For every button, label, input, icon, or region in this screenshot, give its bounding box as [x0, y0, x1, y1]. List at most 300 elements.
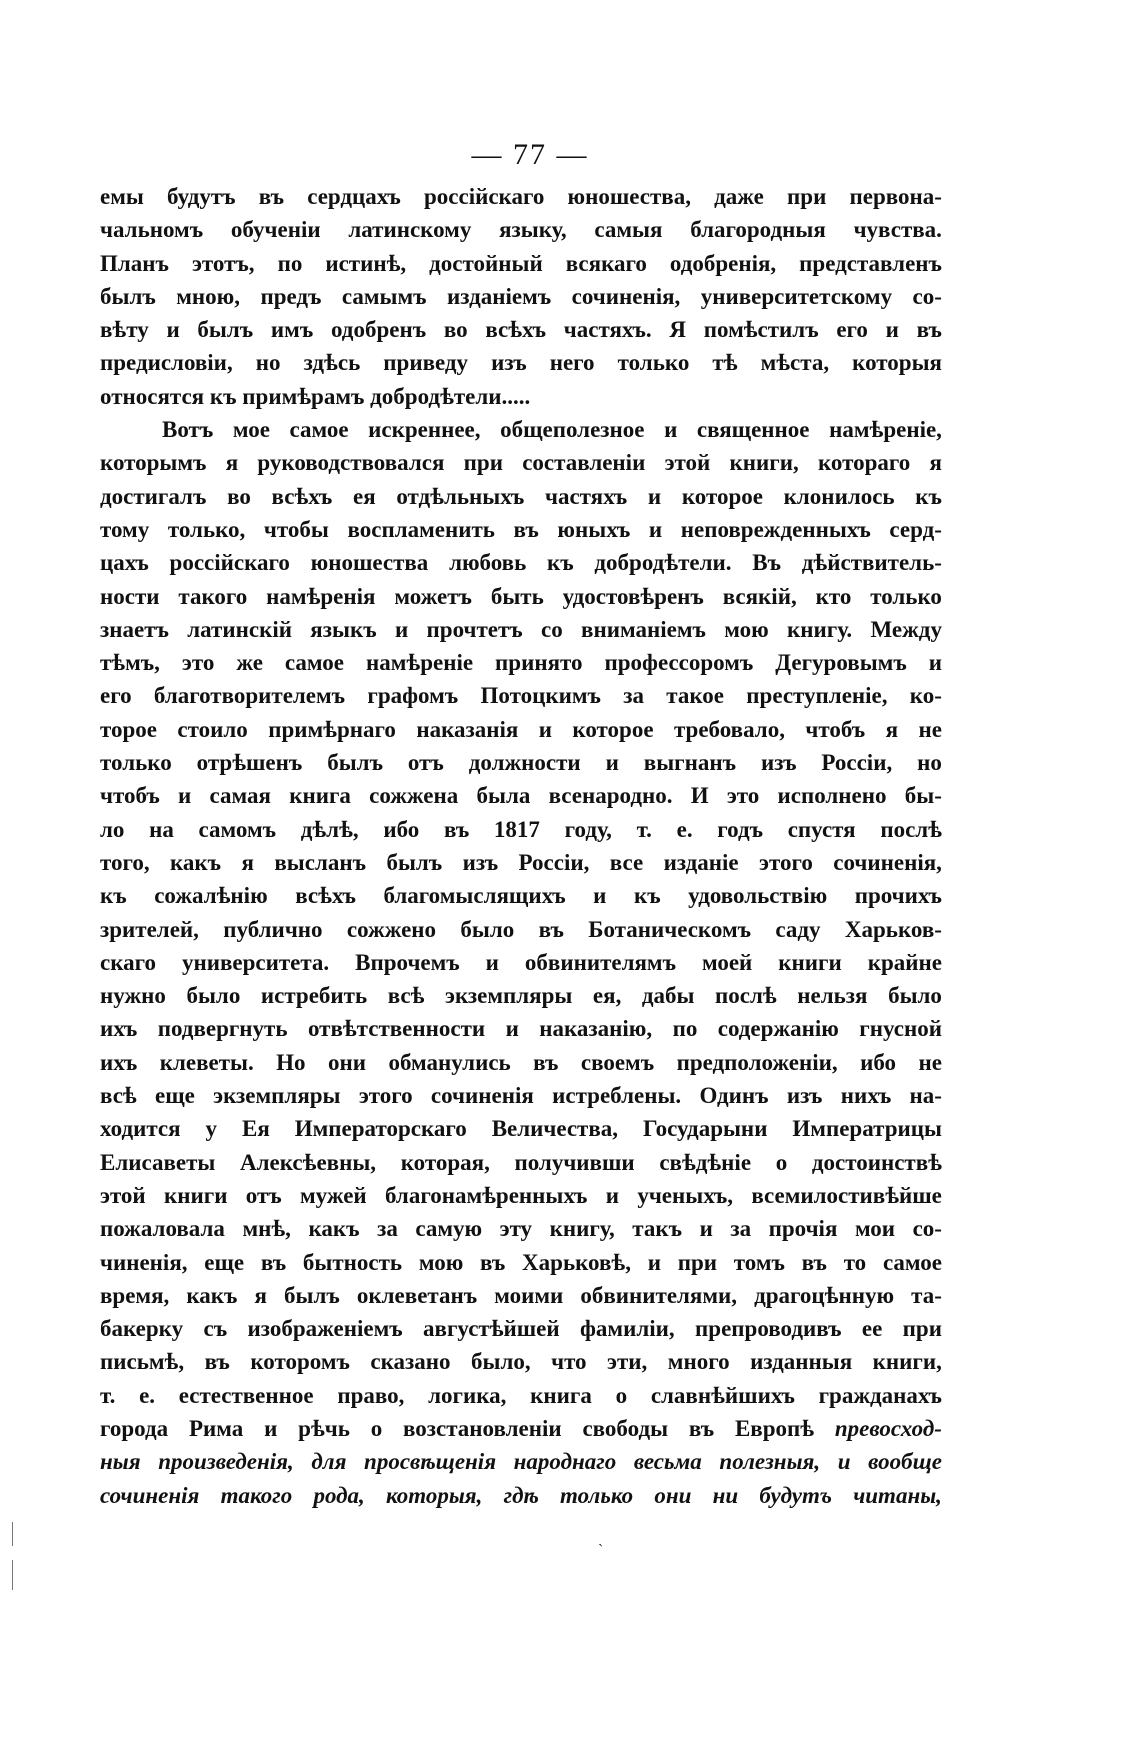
word: книги, — [872, 1349, 942, 1375]
word: должности — [468, 750, 581, 776]
word: зрителей, — [100, 916, 199, 942]
word: предъ — [260, 283, 322, 309]
word: былъ — [284, 1282, 340, 1308]
word: сочиненія — [100, 1482, 200, 1508]
word: только, — [167, 516, 246, 542]
text-line — [100, 413, 942, 446]
word: за — [377, 1216, 398, 1242]
text-line — [100, 546, 942, 579]
word: которое — [681, 483, 763, 509]
word: со- — [912, 1216, 942, 1242]
word: И — [690, 783, 709, 809]
text-line — [100, 1012, 942, 1045]
word: достигалъ — [100, 483, 207, 509]
word: обвинителями, — [580, 1282, 738, 1308]
line-text: относятся къ примѣрамъ добродѣтели..... — [100, 383, 531, 409]
word: самомъ — [198, 816, 277, 842]
text-line — [100, 280, 942, 313]
word: самое — [289, 417, 349, 443]
word: было — [888, 983, 942, 1009]
word: Но — [276, 1049, 306, 1075]
word: отвѣтственности — [307, 1016, 486, 1042]
text-line — [100, 1279, 942, 1312]
word: августѣйшей — [423, 1316, 560, 1342]
word: будутъ — [759, 1482, 832, 1508]
word: россійскаго — [424, 184, 545, 209]
word: они — [654, 1482, 692, 1508]
text-line — [100, 613, 942, 646]
word: ности — [100, 583, 160, 609]
word: была — [476, 783, 531, 809]
word: священное — [696, 417, 810, 443]
text-line — [100, 1379, 942, 1412]
word: по — [277, 250, 303, 276]
word: только — [617, 350, 690, 376]
word: сожжено — [346, 916, 437, 942]
text-line — [100, 646, 942, 679]
text-line — [100, 513, 942, 546]
word: воспламенить — [347, 516, 495, 542]
word: прочія — [768, 1216, 838, 1242]
word: сочиненія, — [833, 849, 942, 875]
word: книги — [164, 1182, 228, 1208]
word: книгу. — [787, 616, 853, 642]
word: со- — [912, 283, 942, 309]
word: съ — [203, 1316, 228, 1342]
word: мое — [232, 417, 270, 443]
word: не — [918, 716, 942, 742]
word: серд- — [889, 516, 942, 542]
word: рода, — [313, 1482, 365, 1508]
word: намѣреніе, — [829, 417, 942, 443]
word: латинскому — [348, 217, 472, 243]
word: но — [255, 350, 281, 376]
word: ея, — [592, 983, 622, 1009]
word: можетъ — [394, 583, 472, 609]
word: всенародно. — [548, 783, 673, 809]
word: наказанія — [416, 716, 519, 742]
word: право, — [337, 1382, 405, 1408]
word: не — [918, 1049, 942, 1075]
word: примѣрнаго — [268, 716, 396, 742]
word: общеполезное — [500, 417, 645, 443]
word: цахъ — [100, 550, 149, 576]
word: публично — [223, 916, 323, 942]
word: славнѣйшихъ — [650, 1382, 795, 1408]
word: послѣ — [880, 816, 942, 842]
word: самую — [415, 1216, 483, 1242]
word: Елисаветы — [100, 1149, 216, 1175]
word: Я — [669, 317, 687, 343]
word: моими — [494, 1282, 564, 1308]
word: въ — [443, 816, 470, 842]
word: прочихъ — [854, 883, 942, 909]
word: этого — [358, 1083, 413, 1109]
word: т. — [100, 1382, 116, 1408]
word: еще — [155, 1083, 195, 1109]
word: сожжена — [369, 783, 459, 809]
word: предисловіи, — [100, 350, 233, 376]
word: гражданахъ — [818, 1382, 942, 1408]
word: сказано — [370, 1349, 451, 1375]
word: стоило — [177, 716, 248, 742]
word: истреблены. — [552, 1083, 682, 1109]
word: о — [775, 1149, 788, 1175]
word: возстановленіи — [403, 1415, 562, 1441]
word: фамиліи, — [580, 1316, 675, 1342]
word: полезныя, — [719, 1449, 821, 1475]
word: изъ — [491, 350, 527, 376]
word: самое — [882, 1249, 942, 1275]
word: на- — [909, 1083, 942, 1109]
word: къ — [915, 483, 942, 509]
word: кто — [815, 583, 852, 609]
word: былъ — [327, 750, 383, 776]
word: изъ — [786, 1083, 823, 1109]
word: то — [843, 1249, 867, 1275]
word: тому — [100, 516, 150, 542]
word: исполнено — [777, 783, 887, 809]
word: такое — [666, 683, 724, 709]
word: логика, — [428, 1382, 507, 1408]
word: нихъ — [840, 1083, 892, 1109]
word: ходится — [100, 1116, 181, 1142]
word: намѣреніе — [365, 650, 474, 676]
word: которая, — [400, 1149, 490, 1175]
word: которомъ — [250, 1349, 350, 1375]
word: и — [394, 616, 409, 642]
word: отдѣльныхъ — [396, 483, 525, 509]
word: и — [605, 1182, 619, 1208]
word: наказанію, — [539, 1016, 653, 1042]
word: во — [227, 483, 251, 509]
word: при — [677, 1249, 718, 1275]
word: ея — [352, 483, 376, 509]
word: помѣстилъ — [703, 317, 819, 343]
word: языкъ — [310, 616, 377, 642]
word: бытность — [302, 1249, 403, 1275]
word: моей — [701, 949, 753, 975]
word: такого — [220, 1482, 293, 1508]
word: получивши — [514, 1149, 635, 1175]
word: было — [460, 916, 515, 942]
word: всѣхъ — [295, 883, 356, 909]
word: отъ — [245, 1182, 282, 1208]
word: чиненія, — [100, 1249, 188, 1275]
word: Рима — [188, 1415, 244, 1441]
text-line — [100, 180, 942, 213]
text-line — [100, 1445, 942, 1478]
word: было, — [470, 1349, 531, 1375]
word: удовольствію — [688, 883, 828, 909]
word: скаго — [100, 949, 156, 975]
text-line — [100, 746, 942, 779]
word: эту — [499, 1216, 533, 1242]
word: это — [181, 650, 215, 676]
word: юношества, — [567, 184, 691, 209]
word: ко- — [909, 683, 942, 709]
word: ни — [712, 1482, 739, 1508]
word: изданныя — [750, 1349, 853, 1375]
word: году, — [564, 816, 612, 842]
word: самымъ — [341, 283, 427, 309]
word: ихъ — [100, 1049, 138, 1075]
word: всемилостивѣйше — [751, 1182, 942, 1208]
word: гдѣ — [503, 1482, 539, 1508]
word: при — [902, 1316, 942, 1342]
word: драгоцѣнную — [754, 1282, 895, 1308]
word: экземпляры — [213, 1083, 341, 1109]
word: профессоромъ — [604, 650, 754, 676]
word: у — [205, 1116, 218, 1142]
word: Величества, — [491, 1116, 619, 1142]
word: въ — [204, 1349, 230, 1375]
word: этотъ, — [191, 250, 255, 276]
word: юныхъ — [557, 516, 631, 542]
text-line — [100, 713, 942, 746]
word: изданіемъ — [447, 283, 552, 309]
text-line — [100, 1079, 942, 1112]
word: которыя, — [385, 1482, 483, 1508]
word: которое — [572, 716, 654, 742]
word: время, — [100, 1282, 170, 1308]
word: только — [100, 750, 172, 776]
word: еще — [204, 1249, 245, 1275]
word: обманулись — [388, 1049, 511, 1075]
word: книги — [778, 949, 842, 975]
word: я — [885, 716, 899, 742]
word: оклеветанъ — [356, 1282, 478, 1308]
word: спустя — [787, 816, 856, 842]
word: бакерку — [100, 1316, 184, 1342]
word: Въ — [752, 550, 782, 576]
word: его — [100, 683, 132, 709]
word: въ — [258, 184, 285, 209]
word: къ — [100, 883, 127, 909]
word: чувства. — [853, 217, 942, 243]
word: что — [551, 1349, 587, 1375]
word: за — [623, 683, 644, 709]
word: бы- — [904, 783, 942, 809]
word: я — [241, 849, 254, 875]
word: е. — [676, 816, 693, 842]
word: и — [647, 483, 662, 509]
word: изъ — [462, 849, 499, 875]
word: емы — [100, 184, 144, 209]
word: своемъ — [580, 1049, 655, 1075]
word: просвѣщенія — [364, 1449, 497, 1475]
word: дѣйствитель- — [801, 550, 942, 576]
page-number: — 77 — — [471, 138, 589, 171]
word: быть — [490, 583, 544, 609]
word: того, — [100, 849, 150, 875]
word: руководствовался — [257, 450, 445, 476]
word: Одинъ — [699, 1083, 769, 1109]
word: только — [870, 583, 942, 609]
word: нельзя — [797, 983, 868, 1009]
word: Между — [870, 616, 942, 642]
word: частяхъ. — [563, 317, 652, 343]
word: всѣ — [100, 1083, 137, 1109]
word: обвинителямъ — [524, 949, 677, 975]
word: университетскому — [700, 283, 893, 309]
word: всѣхъ — [271, 483, 333, 509]
word: него — [549, 350, 595, 376]
word: въ — [916, 317, 942, 343]
text-line — [100, 446, 942, 479]
word: о — [615, 1382, 628, 1408]
word: истребить — [260, 983, 368, 1009]
word: для — [311, 1449, 347, 1475]
text-line — [100, 346, 942, 379]
text-line — [100, 679, 942, 712]
word: изданіе — [663, 849, 739, 875]
word: составленіи — [522, 450, 646, 476]
word: искреннее, — [368, 417, 481, 443]
word: Императорскаго — [294, 1116, 467, 1142]
word: крайне — [867, 949, 942, 975]
word: преступленіе, — [746, 683, 888, 709]
word: его — [836, 317, 868, 343]
word: содержанію — [717, 1016, 839, 1042]
word: при — [463, 450, 503, 476]
text-line — [100, 380, 942, 413]
word: любовь — [449, 550, 527, 576]
word: произведенія, — [158, 1449, 294, 1475]
word: высланъ — [274, 849, 367, 875]
word: ло — [100, 816, 125, 842]
word: нужно — [100, 983, 166, 1009]
text-line — [100, 480, 942, 513]
word: они — [328, 1049, 367, 1075]
word: сожалѣнію — [154, 883, 268, 909]
word: и — [648, 516, 663, 542]
word: было — [186, 983, 241, 1009]
word: эти, — [607, 1349, 648, 1375]
word: сочиненія — [430, 1083, 534, 1109]
word: въ — [688, 1415, 715, 1441]
word: дабы — [641, 983, 695, 1009]
word: достойный — [429, 250, 543, 276]
word: и — [928, 650, 942, 676]
word: естественное — [178, 1382, 314, 1408]
word: былъ — [100, 283, 156, 309]
word: книгу, — [549, 1216, 615, 1242]
word: Планъ — [100, 250, 169, 276]
text-line — [100, 913, 942, 946]
word: Вотъ — [162, 417, 214, 443]
word: которыя — [852, 350, 942, 376]
word: Дегуровымъ — [775, 650, 907, 676]
word: добродѣтели. — [594, 550, 732, 576]
word: Ея — [242, 1116, 270, 1142]
word: какъ — [308, 1216, 360, 1242]
word: клонилось — [783, 483, 895, 509]
word: и — [885, 317, 899, 343]
word: даже — [714, 184, 764, 209]
word: саду — [775, 916, 821, 942]
word: мою — [724, 616, 769, 642]
word: къ — [633, 883, 661, 909]
word: въ — [801, 1249, 827, 1275]
word: въ — [538, 916, 564, 942]
scan-speck: ˎ — [598, 1530, 604, 1547]
word: много — [667, 1349, 730, 1375]
word: превосход- — [834, 1415, 942, 1441]
word: за — [730, 1216, 752, 1242]
word: Потоцкимъ — [480, 683, 601, 709]
word: о — [370, 1415, 383, 1441]
word: тѣмъ, — [100, 650, 160, 676]
word: и — [505, 1016, 519, 1042]
word: чальномъ — [100, 217, 204, 243]
word: и — [605, 750, 619, 776]
text-line — [100, 1479, 942, 1512]
word: и — [593, 883, 607, 909]
word: графомъ — [367, 683, 459, 709]
word: чтобъ — [805, 716, 866, 742]
word: т. — [636, 816, 652, 842]
word: и — [647, 1249, 661, 1275]
word: Россіи, — [518, 849, 590, 875]
word: юношества — [310, 550, 429, 576]
word: одобренія, — [669, 250, 777, 276]
word: Алексѣевны, — [240, 1149, 377, 1175]
word: 1817 — [493, 816, 540, 842]
word: читаны, — [853, 1482, 942, 1508]
text-block — [100, 180, 942, 1512]
text-line — [100, 1312, 942, 1345]
word: изображеніемъ — [247, 1316, 403, 1342]
text-line — [100, 946, 942, 979]
word: отрѣшенъ — [196, 750, 303, 776]
word: благонамѣренныхъ — [385, 1182, 588, 1208]
word: неповрежденныхъ — [680, 516, 871, 542]
word: вѣту — [100, 317, 149, 343]
word: письмѣ, — [100, 1349, 185, 1375]
word: такъ — [632, 1216, 683, 1242]
text-line — [100, 247, 942, 280]
word: народнаго — [513, 1449, 617, 1475]
word: Харьков- — [844, 916, 942, 942]
word: знаетъ — [100, 616, 169, 642]
word: на — [149, 816, 174, 842]
word: истинѣ, — [325, 250, 407, 276]
text-line — [100, 1112, 942, 1145]
word: ее — [861, 1316, 883, 1342]
word: чтобы — [263, 516, 329, 542]
word: самыя — [594, 217, 663, 243]
word: я — [225, 450, 239, 476]
word: торое — [100, 716, 157, 742]
word: прочтетъ — [426, 616, 523, 642]
word: приведу — [383, 350, 469, 376]
text-line — [100, 979, 942, 1012]
word: одобренъ — [330, 317, 427, 343]
word: сочиненія, — [571, 283, 681, 309]
word: представленъ — [799, 250, 942, 276]
word: и — [166, 317, 180, 343]
word: въ — [260, 1249, 287, 1275]
word: ныя — [100, 1449, 141, 1475]
word: при — [787, 184, 827, 209]
text-line — [100, 580, 942, 613]
word: этой — [100, 1182, 146, 1208]
word: выгнанъ — [643, 750, 737, 776]
word: книга — [289, 783, 351, 809]
word: принято — [495, 650, 583, 676]
word: имъ — [270, 317, 314, 343]
